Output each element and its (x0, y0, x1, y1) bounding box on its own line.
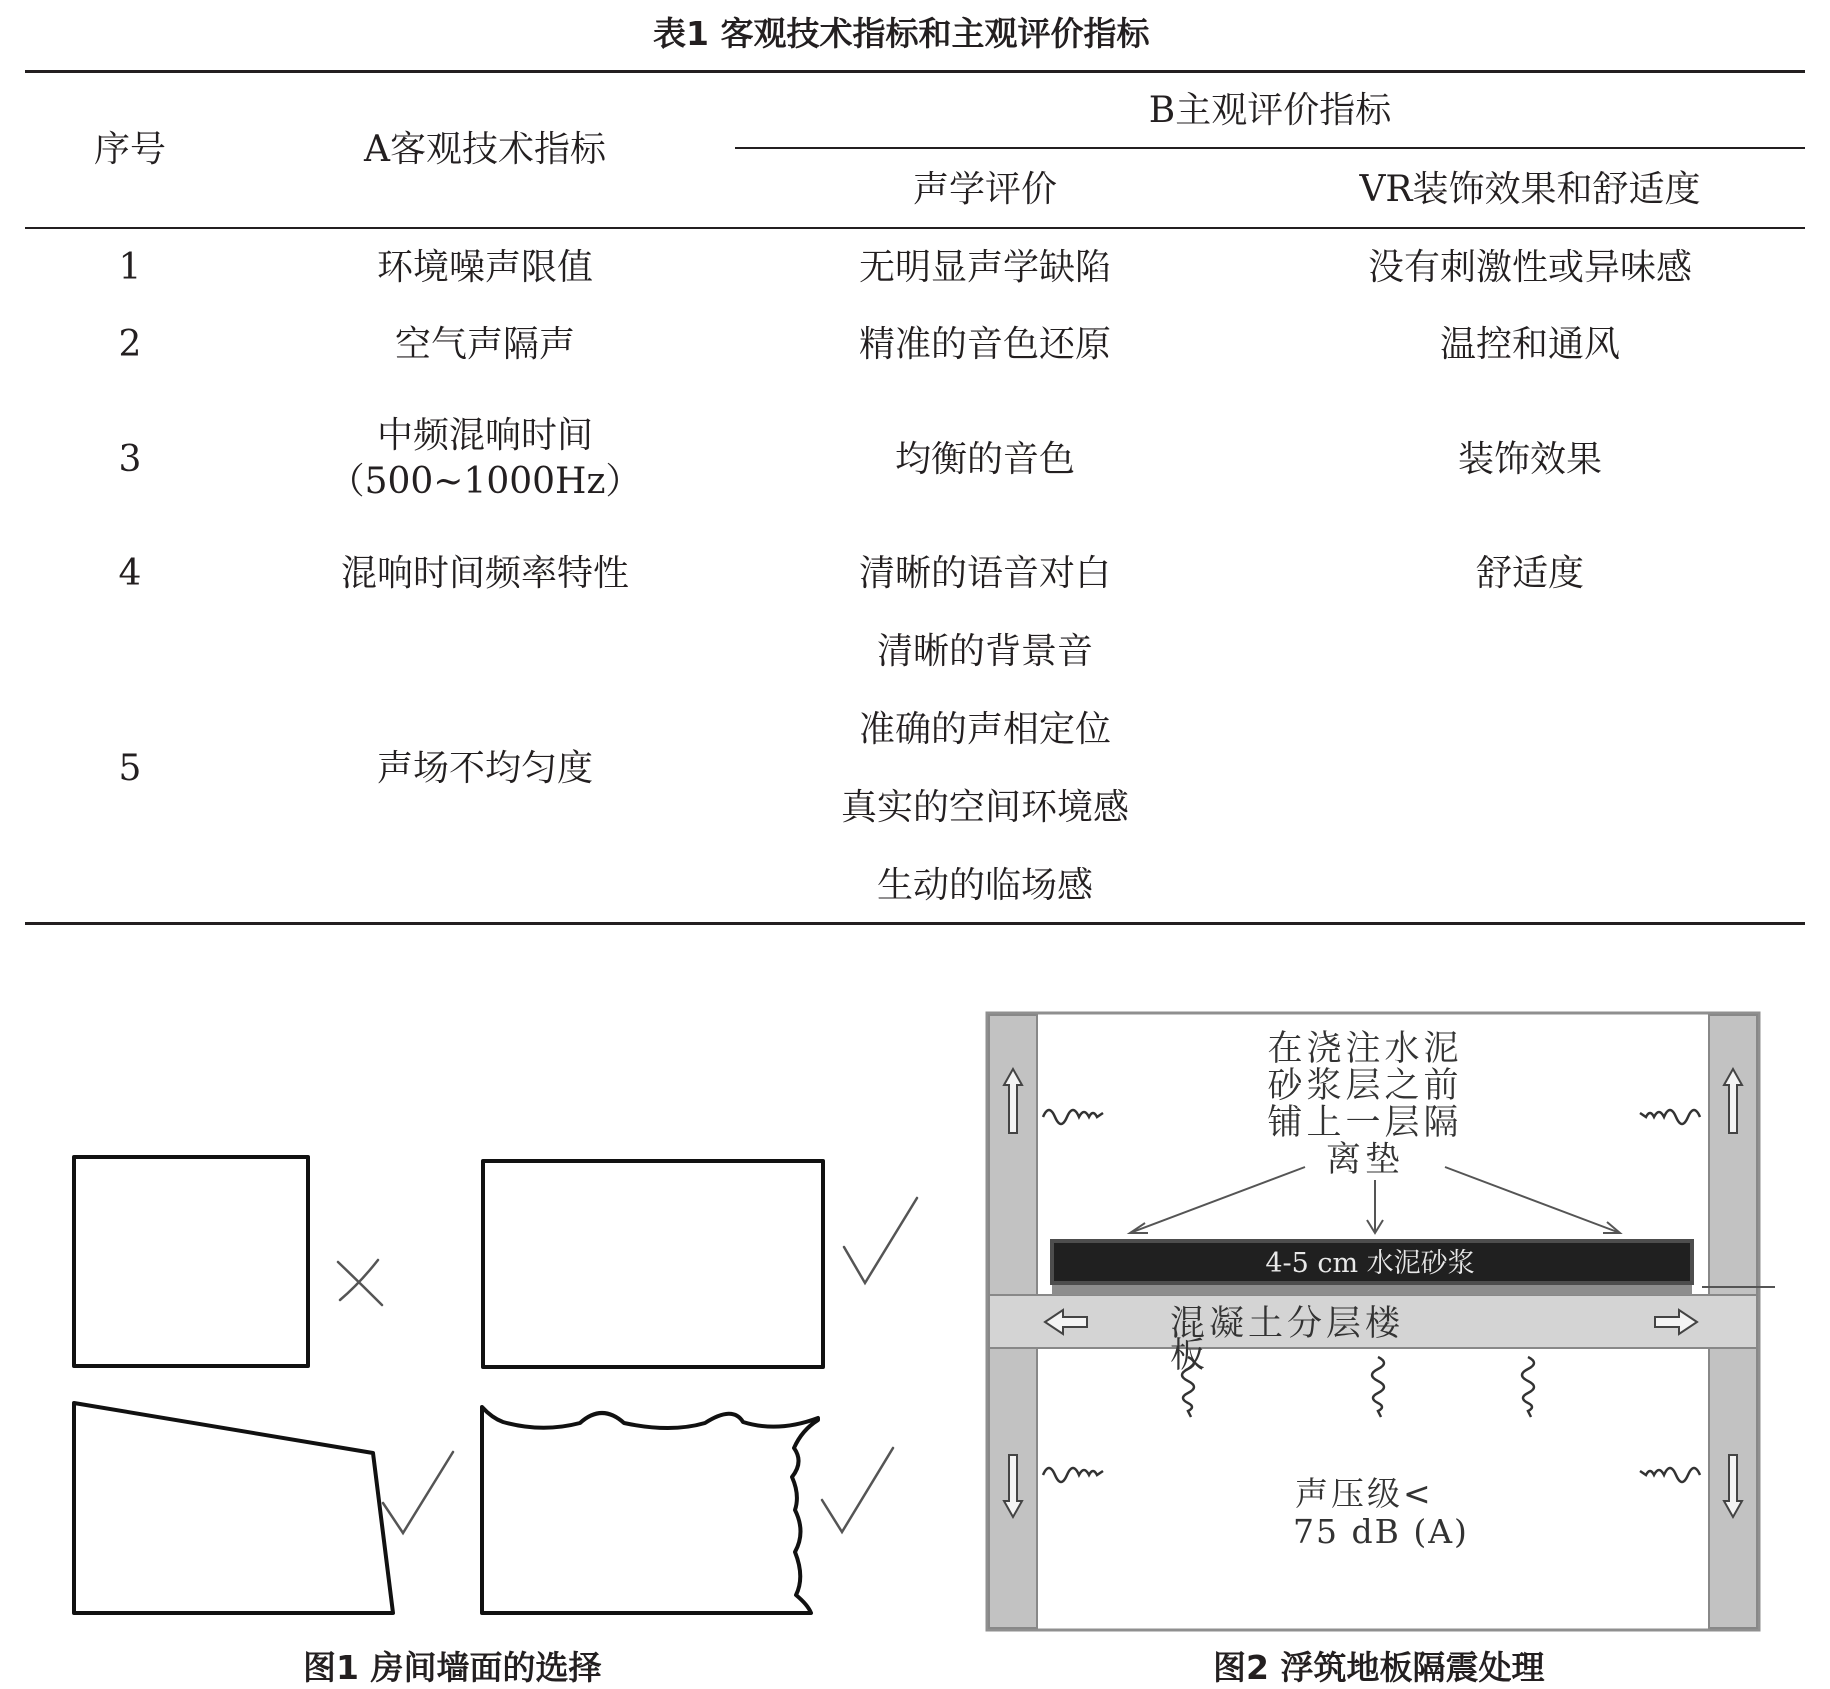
row-3-no: 3 (118, 439, 142, 480)
skewed-room-shape (74, 1403, 393, 1613)
diffuser-room-shape (482, 1407, 818, 1613)
row-1-no: 1 (118, 247, 142, 288)
table-bottom-rule (25, 922, 1805, 925)
row-3-objective-line-1: 中频混响时间 (376, 415, 593, 456)
check-mark-icon (822, 1448, 893, 1532)
note-line-4: 离垫 (1325, 1140, 1405, 1180)
cross-mark-icon (338, 1260, 382, 1305)
header-subjective: B主观评价指标 (1148, 90, 1392, 131)
row-4-objective: 混响时间频率特性 (340, 553, 629, 594)
table-top-rule (25, 70, 1805, 73)
rect-room-shape (483, 1161, 823, 1367)
row-4-no: 4 (118, 553, 142, 594)
row-2-objective: 空气声隔声 (394, 324, 575, 365)
check-mark-icon (844, 1198, 917, 1283)
figure-1-caption: 图1 房间墙面的选择 (303, 1648, 602, 1687)
mortar-label: 4-5 cm 水泥砂浆 (1265, 1248, 1475, 1279)
row-2-vr: 温控和通风 (1439, 324, 1620, 365)
check-mark-icon (383, 1452, 453, 1533)
slab-label-line-2: 板 (1170, 1336, 1206, 1376)
row-5-no: 5 (118, 748, 142, 789)
row-2-no: 2 (118, 324, 142, 365)
note-line-3: 铺上一层隔 (1267, 1103, 1463, 1143)
header-no: 序号 (93, 129, 166, 170)
row-5-acoustic-4: 生动的临场感 (876, 865, 1093, 906)
header-objective: A客观技术指标 (364, 129, 606, 170)
row-3-vr: 装饰效果 (1457, 439, 1602, 480)
row-5-acoustic-2: 准确的声相定位 (858, 709, 1111, 750)
row-1-objective: 环境噪声限值 (376, 247, 593, 288)
row-1-acoustic: 无明显声学缺陷 (858, 247, 1111, 288)
figure-2-floating-floor (985, 1005, 1775, 1635)
row-5-acoustic-3: 真实的空间环境感 (840, 787, 1129, 828)
spl-label-line-2: 75 dB (A) (1293, 1512, 1469, 1551)
slab-label-line-1: 混凝土分层楼 (1170, 1304, 1405, 1344)
figure-2-caption: 图2 浮筑地板隔震处理 (1213, 1648, 1545, 1687)
figure-1-wall-shapes (60, 1100, 940, 1640)
row-4-acoustic: 清晰的语音对白 (858, 553, 1111, 594)
table-header-rule (25, 227, 1805, 229)
row-5-acoustic-1: 清晰的背景音 (876, 631, 1093, 672)
row-1-vr: 没有刺激性或异味感 (1367, 247, 1692, 288)
row-4-vr: 舒适度 (1475, 553, 1584, 594)
note-line-2: 砂浆层之前 (1267, 1066, 1463, 1106)
header-acoustic: 声学评价 (912, 169, 1057, 210)
table-caption: 表1 客观技术指标和主观评价指标 (653, 14, 1150, 53)
note-line-1: 在浇注水泥 (1267, 1029, 1463, 1069)
spl-label-line-1: 声压级< (1295, 1474, 1434, 1513)
table-subheader-rule (735, 147, 1805, 149)
row-3-objective-line-2: （500~1000Hz） (328, 461, 642, 502)
row-3-acoustic: 均衡的音色 (894, 439, 1075, 480)
square-room-shape (74, 1157, 308, 1366)
header-vr: VR装饰效果和舒适度 (1359, 169, 1701, 210)
row-2-acoustic: 精准的音色还原 (858, 324, 1111, 365)
row-5-objective: 声场不均匀度 (376, 748, 593, 789)
